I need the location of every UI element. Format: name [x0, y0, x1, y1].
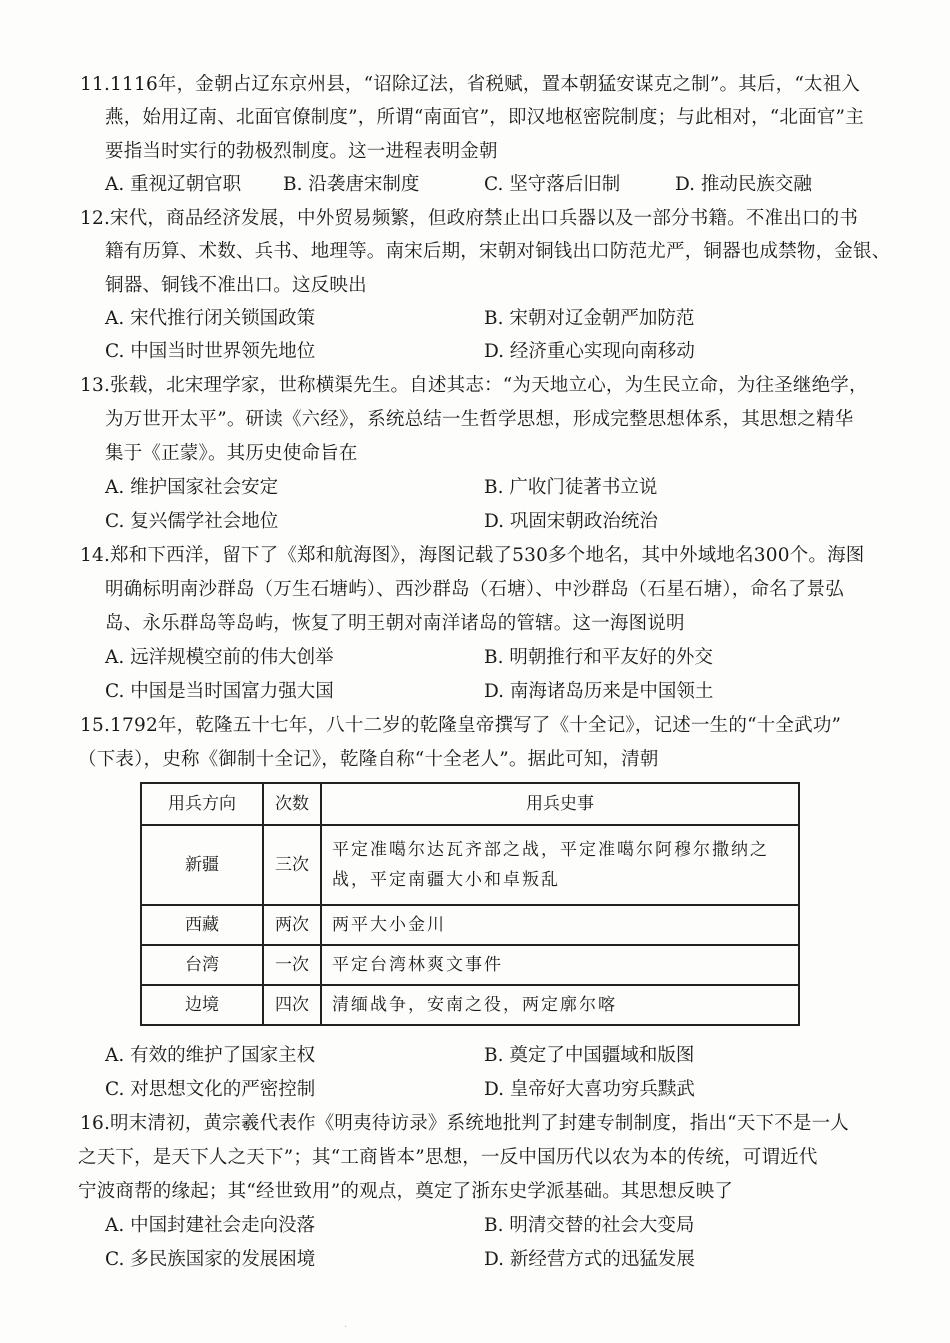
table-header-row — [141, 783, 799, 825]
option-c[interactable]: C. 中国当时世界领先地位 — [105, 341, 316, 362]
table-cell-direction: 西藏 — [141, 905, 263, 945]
table-cell-count: 一次 — [263, 945, 321, 985]
option-a[interactable]: A. 远洋规模空前的伟大创举 — [105, 647, 334, 668]
option-c[interactable]: C. 对思想文化的严密控制 — [105, 1079, 316, 1100]
ten-campaigns-table — [140, 782, 800, 1026]
table-row — [141, 985, 799, 1025]
question-stem-line: 要指当时实行的勃极烈制度。这一进程表明金朝 — [105, 141, 498, 162]
question-stem-line: 16.明末清初，黄宗羲代表作《明夷待访录》系统地批判了封建专制制度，指出“天下不是一人 — [80, 1113, 849, 1134]
option-b[interactable]: B. 奠定了中国疆域和版图 — [484, 1045, 695, 1066]
option-a[interactable]: A. 重视辽朝官职 — [105, 174, 242, 195]
option-d[interactable]: D. 经济重心实现向南移动 — [484, 341, 695, 362]
option-d[interactable]: D. 推动民族交融 — [675, 174, 812, 195]
question-stem-line: 籍有历算、术数、兵书、地理等。南宋后期，宋朝对铜钱出口防范尤严，铜器也成禁物，金银、 — [105, 241, 891, 262]
question-stem-line: 集于《正蒙》。其历史使命旨在 — [105, 443, 358, 464]
table-row — [141, 905, 799, 945]
table-cell-direction: 新疆 — [141, 825, 263, 905]
question-stem-line: 12.宋代，商品经济发展，中外贸易频繁，但政府禁止出口兵器以及一部分书籍。不准出口的书 — [80, 208, 859, 229]
question-stem-line: 岛、永乐群岛等岛屿，恢复了明王朝对南洋诸岛的管辖。这一海图说明 — [105, 613, 685, 634]
table-cell-events: 两平大小金川 — [321, 905, 799, 945]
event-line: 平定准噶尔达瓦齐部之战，平定准噶尔阿穆尔撒纳之 — [332, 840, 769, 860]
option-b[interactable]: B. 明清交替的社会大变局 — [484, 1215, 695, 1236]
table-cell-events: 平定台湾林爽文事件 — [321, 945, 799, 985]
table-cell-events — [321, 825, 799, 905]
question-stem-line: 14.郑和下西洋，留下了《郑和航海图》，海图记载了530多个地名，其中外域地名300个。海图 — [80, 545, 865, 566]
option-b[interactable]: B. 沿袭唐宋制度 — [283, 174, 420, 195]
option-b[interactable]: B. 宋朝对辽金朝严加防范 — [484, 308, 695, 329]
option-c[interactable]: C. 复兴儒学社会地位 — [105, 511, 279, 532]
question-stem-line: 11.1116年，金朝占辽东京州县，“诏除辽法，省税赋，置本朝猛安谋克之制”。其后，“太祖入 — [80, 74, 861, 95]
table-cell-count: 四次 — [263, 985, 321, 1025]
option-a[interactable]: A. 有效的维护了国家主权 — [105, 1045, 316, 1066]
question-number: 15. — [80, 715, 111, 736]
option-b[interactable]: B. 广收门徒著书立说 — [484, 477, 658, 498]
option-d[interactable]: D. 新经营方式的迅猛发展 — [484, 1249, 695, 1270]
option-d[interactable]: D. 巩固宋朝政治统治 — [484, 511, 658, 532]
option-b[interactable]: B. 明朝推行和平友好的外交 — [484, 647, 713, 668]
question-stem-line: 宁波商帮的缘起；其“经世致用”的观点，奠定了浙东史学派基础。其思想反映了 — [78, 1181, 734, 1202]
table-cell-count: 三次 — [263, 825, 321, 905]
table-cell-events: 清缅战争，安南之役，两定廓尔喀 — [321, 985, 799, 1025]
table-header-direction: 用兵方向 — [141, 783, 263, 825]
option-c[interactable]: C. 多民族国家的发展困境 — [105, 1249, 316, 1270]
option-a[interactable]: A. 中国封建社会走向没落 — [105, 1215, 316, 1236]
question-stem-line: 13.张载，北宋理学家，世称横渠先生。自述其志：“为天地立心，为生民立命，为往圣继绝学， — [80, 375, 868, 396]
table-row — [141, 945, 799, 985]
question-stem-line: （下表），史称《御制十全记》，乾隆自称“十全老人”。据此可知，清朝 — [78, 749, 659, 770]
question-stem-line: 明确标明南沙群岛（万生石塘屿）、西沙群岛（石塘）、中沙群岛（石星石塘），命名了景弘 — [105, 579, 844, 600]
question-stem-line: 燕，始用辽南、北面官僚制度”，所谓“南面官”，即汉地枢密院制度；与此相对，“北面官”主 — [105, 107, 864, 128]
event-line: 战，平定南疆大小和卓叛乱 — [332, 870, 560, 890]
option-a[interactable]: A. 维护国家社会安定 — [105, 477, 279, 498]
option-d[interactable]: D. 皇帝好大喜功穷兵黩武 — [484, 1079, 695, 1100]
question-number: 12. — [80, 208, 111, 229]
question-number: 14. — [80, 545, 111, 566]
question-number: 16. — [80, 1113, 111, 1134]
question-stem-line: 为万世开太平”。研读《六经》，系统总结一生哲学思想，形成完整思想体系，其思想之精华 — [105, 409, 854, 430]
table-row — [141, 825, 799, 905]
question-stem-line: 之天下，是天下人之天下”；其“工商皆本”思想，一反中国历代以农为本的传统，可谓近代 — [78, 1147, 818, 1168]
option-c[interactable]: C. 中国是当时国富力强大国 — [105, 681, 334, 702]
option-a[interactable]: A. 宋代推行闭关锁国政策 — [105, 308, 316, 329]
option-d[interactable]: D. 南海诸岛历来是中国领土 — [484, 681, 714, 702]
table-header-events: 用兵史事 — [321, 783, 799, 825]
table-cell-direction: 台湾 — [141, 945, 263, 985]
scan-speck: · — [344, 1322, 348, 1333]
table-header-count: 次数 — [263, 783, 321, 825]
question-number: 11. — [80, 74, 111, 95]
option-c[interactable]: C. 坚守落后旧制 — [484, 174, 621, 195]
table-cell-direction: 边境 — [141, 985, 263, 1025]
table-cell-count: 两次 — [263, 905, 321, 945]
question-stem-line: 铜器、铜钱不准出口。这反映出 — [105, 275, 367, 296]
question-stem-line: 15.1792年，乾隆五十七年，八十二岁的乾隆皇帝撰写了《十全记》，记述一生的“十全武功” — [80, 715, 842, 736]
question-number: 13. — [80, 375, 111, 396]
